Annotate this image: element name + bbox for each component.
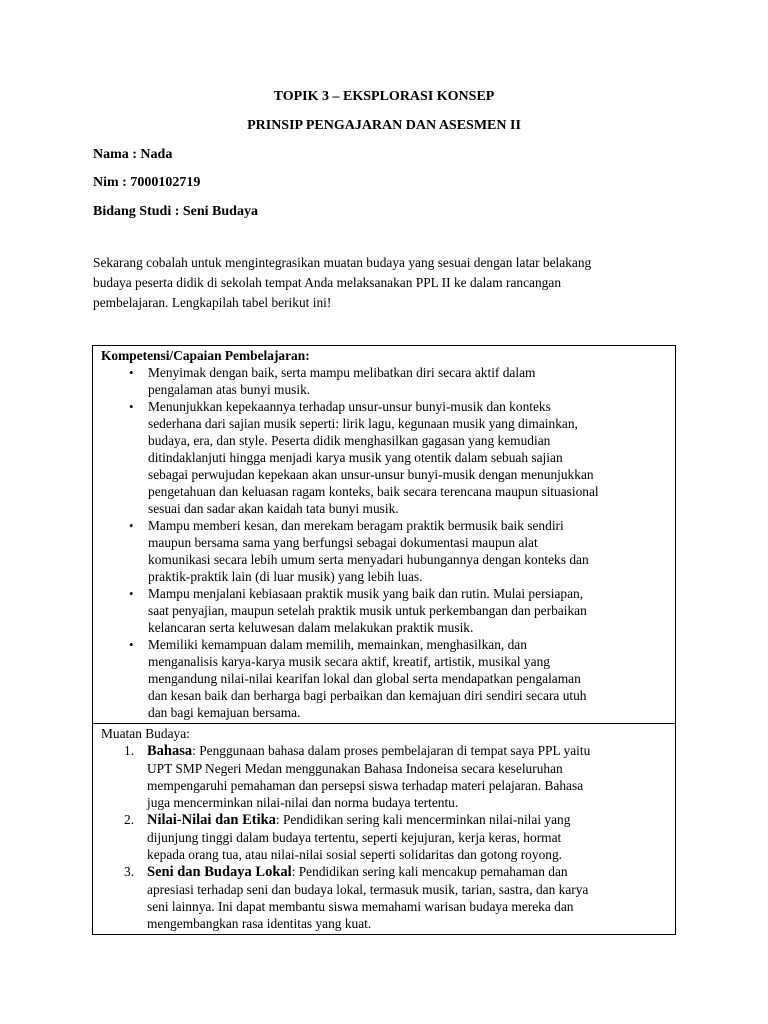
competency-item bbox=[101, 398, 669, 517]
competency-item bbox=[101, 585, 669, 636]
competency-heading: Kompetensi/Capaian Pembelajaran: bbox=[101, 348, 310, 363]
competency-cell bbox=[93, 346, 675, 723]
cultural-content-line bbox=[147, 811, 669, 829]
competency-item-line: mengandung nilai-nilai kearifan lokal dan global serta mendapatkan pengalaman bbox=[148, 671, 581, 686]
competency-item-line: Mampu menjalani kebiasaan praktik musik yang baik dan rutin. Mulai persiapan, bbox=[148, 586, 584, 601]
cultural-content-line: kepada orang tua, atau nilai-nilai sosial seperti solidaritas dan gotong royong. bbox=[147, 847, 562, 862]
cultural-content-line: seni lainnya. Ini dapat membantu siswa memahami warisan budaya mereka dan bbox=[147, 899, 574, 914]
cultural-content-item bbox=[101, 863, 669, 932]
instruction-line: budaya peserta didik di sekolah tempat Anda melaksanakan PPL II ke dalam rancangan bbox=[93, 275, 562, 290]
cultural-content-cell bbox=[93, 723, 675, 934]
competency-item-line: menganalisis karya-karya musik secara aktif, kreatif, artistik, musikal yang bbox=[148, 654, 550, 669]
cultural-content-line: mempengaruhi pemahaman dan persepsi siswa terhadap materi pelajaran. Bahasa bbox=[147, 778, 584, 793]
competency-item-line: Mampu memberi kesan, dan merekam beragam praktik bermusik baik sendiri bbox=[148, 518, 564, 533]
item-number: 3. bbox=[124, 864, 135, 879]
competency-item bbox=[101, 517, 669, 585]
competency-item-line: pengalaman atas bunyi musik. bbox=[148, 382, 311, 397]
bullet-icon: • bbox=[129, 637, 134, 652]
competency-item-line: ditindaklanjuti hingga menjadi karya musik yang otentik dalam sebuah sajian bbox=[148, 450, 563, 465]
cultural-content-line: UPT SMP Negeri Medan menggunakan Bahasa Indoneisa secara keseluruhan bbox=[147, 761, 563, 776]
document-title: TOPIK 3 – EKSPLORASI KONSEP bbox=[273, 89, 495, 104]
cultural-description: : Pendidikan sering kali mencerminkan nilai-nilai yang bbox=[275, 812, 571, 827]
cultural-content-list bbox=[101, 742, 669, 932]
cultural-description: : Pendidikan sering kali mencakup pemahaman dan bbox=[291, 864, 568, 879]
item-number: 1. bbox=[124, 743, 135, 758]
competency-item-line: komunikasi secara lebih umum serta menyadari hubungannya dengan konteks dan bbox=[148, 552, 589, 567]
student-name: Nama : Nada bbox=[93, 147, 173, 162]
cultural-content-line bbox=[147, 742, 669, 760]
competency-item-line: pengetahuan dan keluasan ragam konteks, baik secara terencana maupun situasional bbox=[148, 484, 599, 499]
competency-item-line: Memiliki kemampuan dalam memilih, memainkan, menghasilkan, dan bbox=[148, 637, 527, 652]
cultural-term: Nilai-Nilai dan Etika bbox=[147, 812, 276, 828]
competency-item-line: dan kesan baik dan berharga bagi perbaikan dan kemajuan diri sendiri secara utuh bbox=[148, 688, 587, 703]
competency-item-line: Menyimak dengan baik, serta mampu melibatkan diri secara aktif dalam bbox=[148, 365, 536, 380]
cultural-term: Seni dan Budaya Lokal bbox=[147, 864, 292, 880]
cultural-content-line: apresiasi terhadap seni dan budaya lokal, termasuk musik, tarian, sastra, dan karya bbox=[147, 882, 589, 897]
cultural-content-item bbox=[101, 811, 669, 863]
competency-item-line: dan bagi kemajuan bersama. bbox=[148, 705, 301, 720]
cultural-content-line bbox=[147, 863, 669, 881]
competency-list bbox=[101, 364, 669, 721]
study-field: Bidang Studi : Seni Budaya bbox=[93, 204, 258, 219]
instruction-line: Sekarang cobalah untuk mengintegrasikan muatan budaya yang sesuai dengan latar belakang bbox=[93, 255, 592, 270]
competency-item bbox=[101, 364, 669, 398]
cultural-term: Bahasa bbox=[147, 743, 193, 759]
competency-item-line: sebagai perwujudan kepekaan akan unsur-unsur bunyi-musik dengan menunjukkan bbox=[148, 467, 594, 482]
cultural-content-heading: Muatan Budaya: bbox=[101, 726, 190, 741]
cultural-description: : Penggunaan bahasa dalam proses pembelajaran di tempat saya PPL yaitu bbox=[192, 743, 591, 758]
lesson-plan-table bbox=[92, 345, 676, 935]
bullet-icon: • bbox=[129, 586, 134, 601]
competency-item-line: praktik-praktik lain (di luar musik) yang lebih luas. bbox=[148, 569, 423, 584]
competency-item-line: maupun bersama sama yang berfungsi sebagai dokumentasi maupun alat bbox=[148, 535, 538, 550]
bullet-icon: • bbox=[129, 365, 134, 380]
cultural-content-item bbox=[101, 742, 669, 811]
cultural-content-line: juga mencerminkan nilai-nilai dan norma budaya tertentu. bbox=[147, 795, 459, 810]
instruction-line: pembelajaran. Lengkapilah tabel berikut ini! bbox=[93, 295, 332, 310]
cultural-content-line: dijunjung tinggi dalam budaya tertentu, seperti kejujuran, kerja keras, hormat bbox=[147, 830, 562, 845]
competency-item-line: budaya, era, dan style. Peserta didik menghasilkan gagasan yang kemudian bbox=[148, 433, 551, 448]
bullet-icon: • bbox=[129, 518, 134, 533]
bullet-icon: • bbox=[129, 399, 134, 414]
competency-item bbox=[101, 636, 669, 721]
competency-item-line: Menunjukkan kepekaannya terhadap unsur-unsur bunyi-musik dan konteks bbox=[148, 399, 551, 414]
competency-item-line: sederhana dari sajian musik seperti: lirik lagu, kegunaan musik yang dimainkan, bbox=[148, 416, 578, 431]
student-nim: Nim : 7000102719 bbox=[93, 175, 201, 190]
competency-item-line: saat penyajian, maupun setelah praktik musik untuk perkembangan dan perbaikan bbox=[148, 603, 587, 618]
item-number: 2. bbox=[124, 812, 135, 827]
competency-item-line: sesuai dan sadar akan kaidah tata bunyi musik. bbox=[148, 501, 399, 516]
cultural-content-line: mengembangkan rasa identitas yang kuat. bbox=[147, 916, 372, 931]
competency-item-line: kelancaran serta keluwesan dalam melakukan praktik musik. bbox=[148, 620, 474, 635]
instruction-paragraph bbox=[93, 253, 683, 313]
document-subtitle: PRINSIP PENGAJARAN DAN ASESMEN II bbox=[247, 118, 521, 133]
